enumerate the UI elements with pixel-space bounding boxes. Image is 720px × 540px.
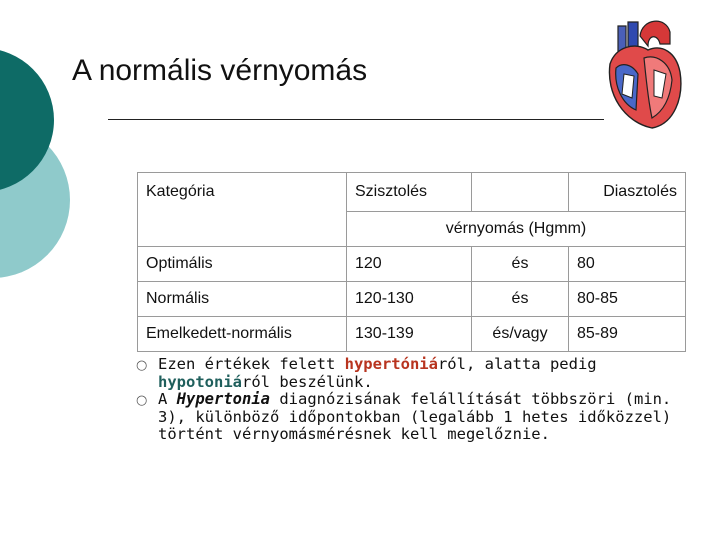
header-unit: vérnyomás (Hgmm) bbox=[347, 212, 686, 247]
bullet-item bbox=[136, 391, 676, 444]
highlight-hypotonia: hypotoniá bbox=[158, 372, 242, 391]
page-title: A normális vérnyomás bbox=[72, 54, 368, 87]
row-diastolic: 80-85 bbox=[569, 282, 686, 317]
row-systolic: 120 bbox=[347, 247, 472, 282]
highlight-hypertonia: hypertóniá bbox=[344, 355, 438, 373]
row-diastolic: 85-89 bbox=[569, 317, 686, 352]
hollow-circle-bullet-icon: ○ bbox=[136, 358, 148, 373]
table-row bbox=[138, 282, 686, 317]
table-header-row bbox=[138, 173, 686, 212]
emphasis-hypertonia: Hypertonia bbox=[176, 390, 270, 408]
row-conjunction: és bbox=[472, 247, 569, 282]
row-category: Emelkedett-normális bbox=[138, 317, 347, 352]
header-empty-cell bbox=[472, 173, 569, 212]
blood-pressure-table bbox=[137, 172, 686, 352]
bullet-list bbox=[136, 356, 676, 444]
title-divider bbox=[108, 119, 604, 120]
heart-icon bbox=[604, 14, 686, 132]
row-systolic: 120-130 bbox=[347, 282, 472, 317]
bullet-text: A bbox=[158, 390, 177, 408]
table-row bbox=[138, 247, 686, 282]
bullet-text: ról beszélünk. bbox=[242, 372, 373, 391]
row-category: Normális bbox=[138, 282, 347, 317]
bullet-text: diagnózisának felállítását többszöri (min. 3), különböző időpontokban (legalább 1 hetes időközzel) történt vérnyomásmérésnek kell megelőznie. bbox=[158, 390, 672, 443]
row-systolic: 130-139 bbox=[347, 317, 472, 352]
hollow-circle-bullet-icon: ○ bbox=[136, 393, 148, 408]
teal-circles-icon bbox=[0, 0, 120, 300]
bullet-item bbox=[136, 356, 676, 391]
row-conjunction: és/vagy bbox=[472, 317, 569, 352]
row-category: Optimális bbox=[138, 247, 347, 282]
bullet-text: ról, alatta pedig bbox=[437, 355, 597, 373]
header-systolic: Szisztolés bbox=[347, 173, 472, 212]
header-diastolic: Diasztolés bbox=[569, 173, 686, 212]
row-conjunction: és bbox=[472, 282, 569, 317]
table-row bbox=[138, 317, 686, 352]
header-category: Kategória bbox=[138, 173, 347, 247]
bullet-text: Ezen értékek felett bbox=[158, 355, 345, 373]
row-diastolic: 80 bbox=[569, 247, 686, 282]
